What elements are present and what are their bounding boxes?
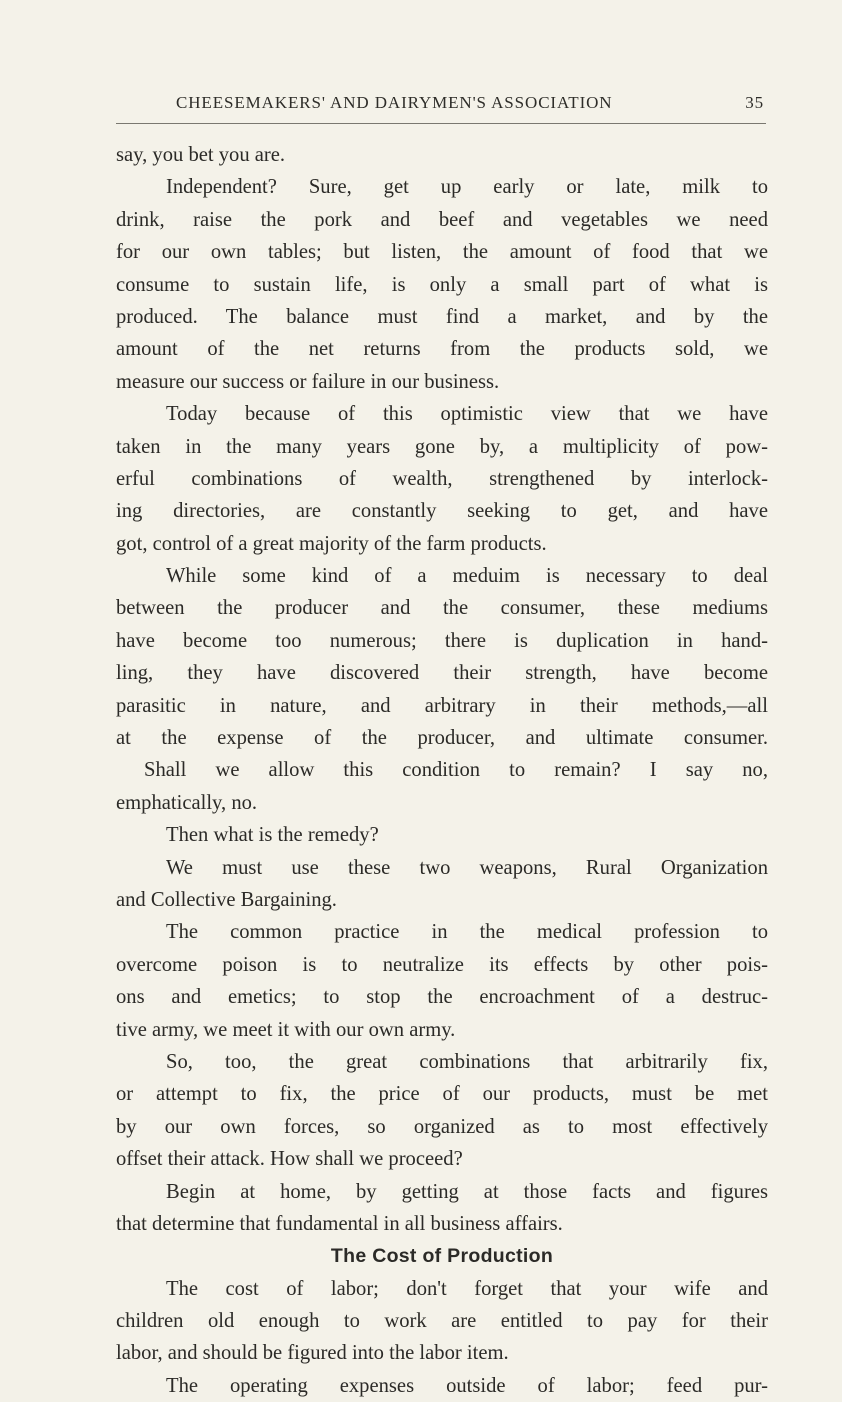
text-line: erful combinations of wealth, strengthened by interlock- xyxy=(116,467,768,490)
text-line: or attempt to fix, the price of our products, must be met xyxy=(116,1083,768,1106)
text-line: emphatically, no. xyxy=(116,791,258,814)
text-line: ing directories, are constantly seeking to get, and have xyxy=(116,500,768,523)
page-number: 35 xyxy=(745,93,764,112)
text-line: that determine that fundamental in all business affairs. xyxy=(116,1212,563,1235)
text-line: drink, raise the pork and beef and vegetables we need xyxy=(116,208,768,231)
text-line: consume to sustain life, is only a small part of what is xyxy=(116,273,768,296)
paragraph-start-line: So, too, the great combinations that arbitrarily fix, xyxy=(166,1050,768,1073)
text-line: children old enough to work are entitled to pay for their xyxy=(116,1310,768,1333)
page-body xyxy=(116,139,768,1402)
running-header xyxy=(116,93,766,117)
text-line: say, you bet you are. xyxy=(116,144,286,166)
text-line: produced. The balance must find a market, and by the xyxy=(116,305,768,328)
text-line: at the expense of the producer, and ultimate consumer. xyxy=(116,727,768,750)
text-line: ons and emetics; to stop the encroachment of a destruc- xyxy=(116,986,768,1009)
paragraph-start-line: Begin at home, by getting at those facts and figures xyxy=(166,1180,768,1203)
text-line: overcome poison is to neutralize its effects by other pois- xyxy=(116,953,768,976)
section-heading: The Cost of Production xyxy=(330,1245,554,1268)
text-line: ling, they have discovered their strength, have become xyxy=(116,662,768,685)
running-header-title: CHEESEMAKERS' AND DAIRYMEN'S ASSOCIATION xyxy=(176,93,613,112)
text-line: amount of the net returns from the products sold, we xyxy=(116,338,768,361)
paragraph-start-line: Independent? Sure, get up early or late, milk to xyxy=(166,176,768,199)
text-line: have become too numerous; there is duplication in hand- xyxy=(116,629,768,652)
text-line: measure our success or failure in our business. xyxy=(116,370,500,393)
paragraph-start-line: Then what is the remedy? xyxy=(166,824,379,847)
header-rule xyxy=(116,123,766,124)
text-line: got, control of a great majority of the farm products. xyxy=(116,532,547,555)
paragraph-start-line: The cost of labor; don't forget that your wife and xyxy=(166,1277,768,1300)
paragraph-start-line: Shall we allow this condition to remain? I say no, xyxy=(144,759,768,782)
paragraph-start-line: While some kind of a meduim is necessary to deal xyxy=(166,565,768,588)
paragraph-start-line: The operating expenses outside of labor; feed pur- xyxy=(166,1374,768,1397)
paragraph-start-line: We must use these two weapons, Rural Organization xyxy=(166,856,768,879)
paragraph-start-line: The common practice in the medical profession to xyxy=(166,921,768,944)
text-line: parasitic in nature, and arbitrary in their methods,—all xyxy=(116,694,768,717)
paragraph-start-line: Today because of this optimistic view that we have xyxy=(166,403,768,426)
text-line: by our own forces, so organized as to most effectively xyxy=(116,1115,768,1138)
text-line: labor, and should be figured into the labor item. xyxy=(116,1342,509,1365)
text-line: between the producer and the consumer, these mediums xyxy=(116,597,768,620)
text-line: for our own tables; but listen, the amount of food that we xyxy=(116,241,768,264)
text-line: and Collective Bargaining. xyxy=(116,888,337,911)
text-line: offset their attack. How shall we proceed? xyxy=(116,1148,463,1171)
text-line: taken in the many years gone by, a multiplicity of pow- xyxy=(116,435,768,458)
text-line: tive army, we meet it with our own army. xyxy=(116,1018,456,1041)
